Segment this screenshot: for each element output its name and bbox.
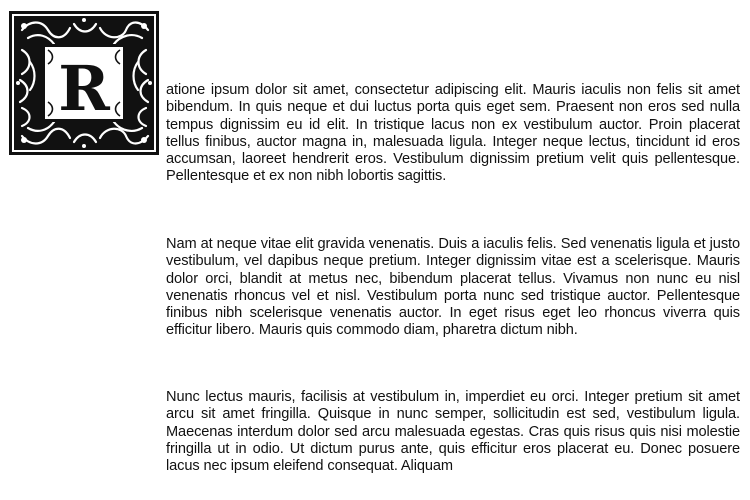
body-paragraph-1: atione ipsum dolor sit amet, consectetur adipiscing elit. Mauris iaculis non felis sit amet bibendum. In quis neque et dui luctus porta quis eget sem. Praesent non eros sed nulla tempus dignissim eu id elit. In tristique lacus non ex vestibulum auctor. Proin placerat tellus finibus, auctor magna in, malesuada ligula. Integer neque lectus, tincidunt id eros accumsan, laoreet hendrerit eros. Vestibulum dignissim pretium velit quis pellentesque. Pellentesque et ex non nibh lobortis sagittis. xyxy=(166,82,740,185)
body-paragraph-3: Nunc lectus mauris, facilisis at vestibulum in, imperdiet eu orci. Integer pretium sit amet arcu sit amet fringilla. Quisque in nunc semper, sollicitudin est sed, vestibulum ligula. Maecenas interdum dolor sed arcu malesuada egestas. Cras quis risus quis nisi molestie fringilla ut in odio. Ut dictum purus ante, quis efficitur eros placerat eu. Donec posuere lacus nec ipsum eleifend consequat. Aliquam xyxy=(166,389,740,475)
drop-cap-ornament xyxy=(8,10,160,156)
ornamental-frame-icon xyxy=(8,10,160,156)
body-paragraph-2: Nam at neque vitae elit gravida venenatis. Duis a iaculis felis. Sed venenatis ligula et justo vestibulum, vel dapibus neque pretium. Integer dignissim vitae est a scelerisque. Mauris dolor orci, blandit at metus nec, bibendum placerat tellus. Vivamus non nunc eu nisl venenatis rhoncus vel et nisl. Vestibulum porta nunc sed tristique auctor. Pellentesque finibus nibh scelerisque venenatis auctor. In eget risus eget leo rhoncus viverra quis efficitur libero. Mauris quis commodo diam, pharetra dictum nibh. xyxy=(166,236,740,339)
drop-cap-letter: R xyxy=(58,52,110,125)
